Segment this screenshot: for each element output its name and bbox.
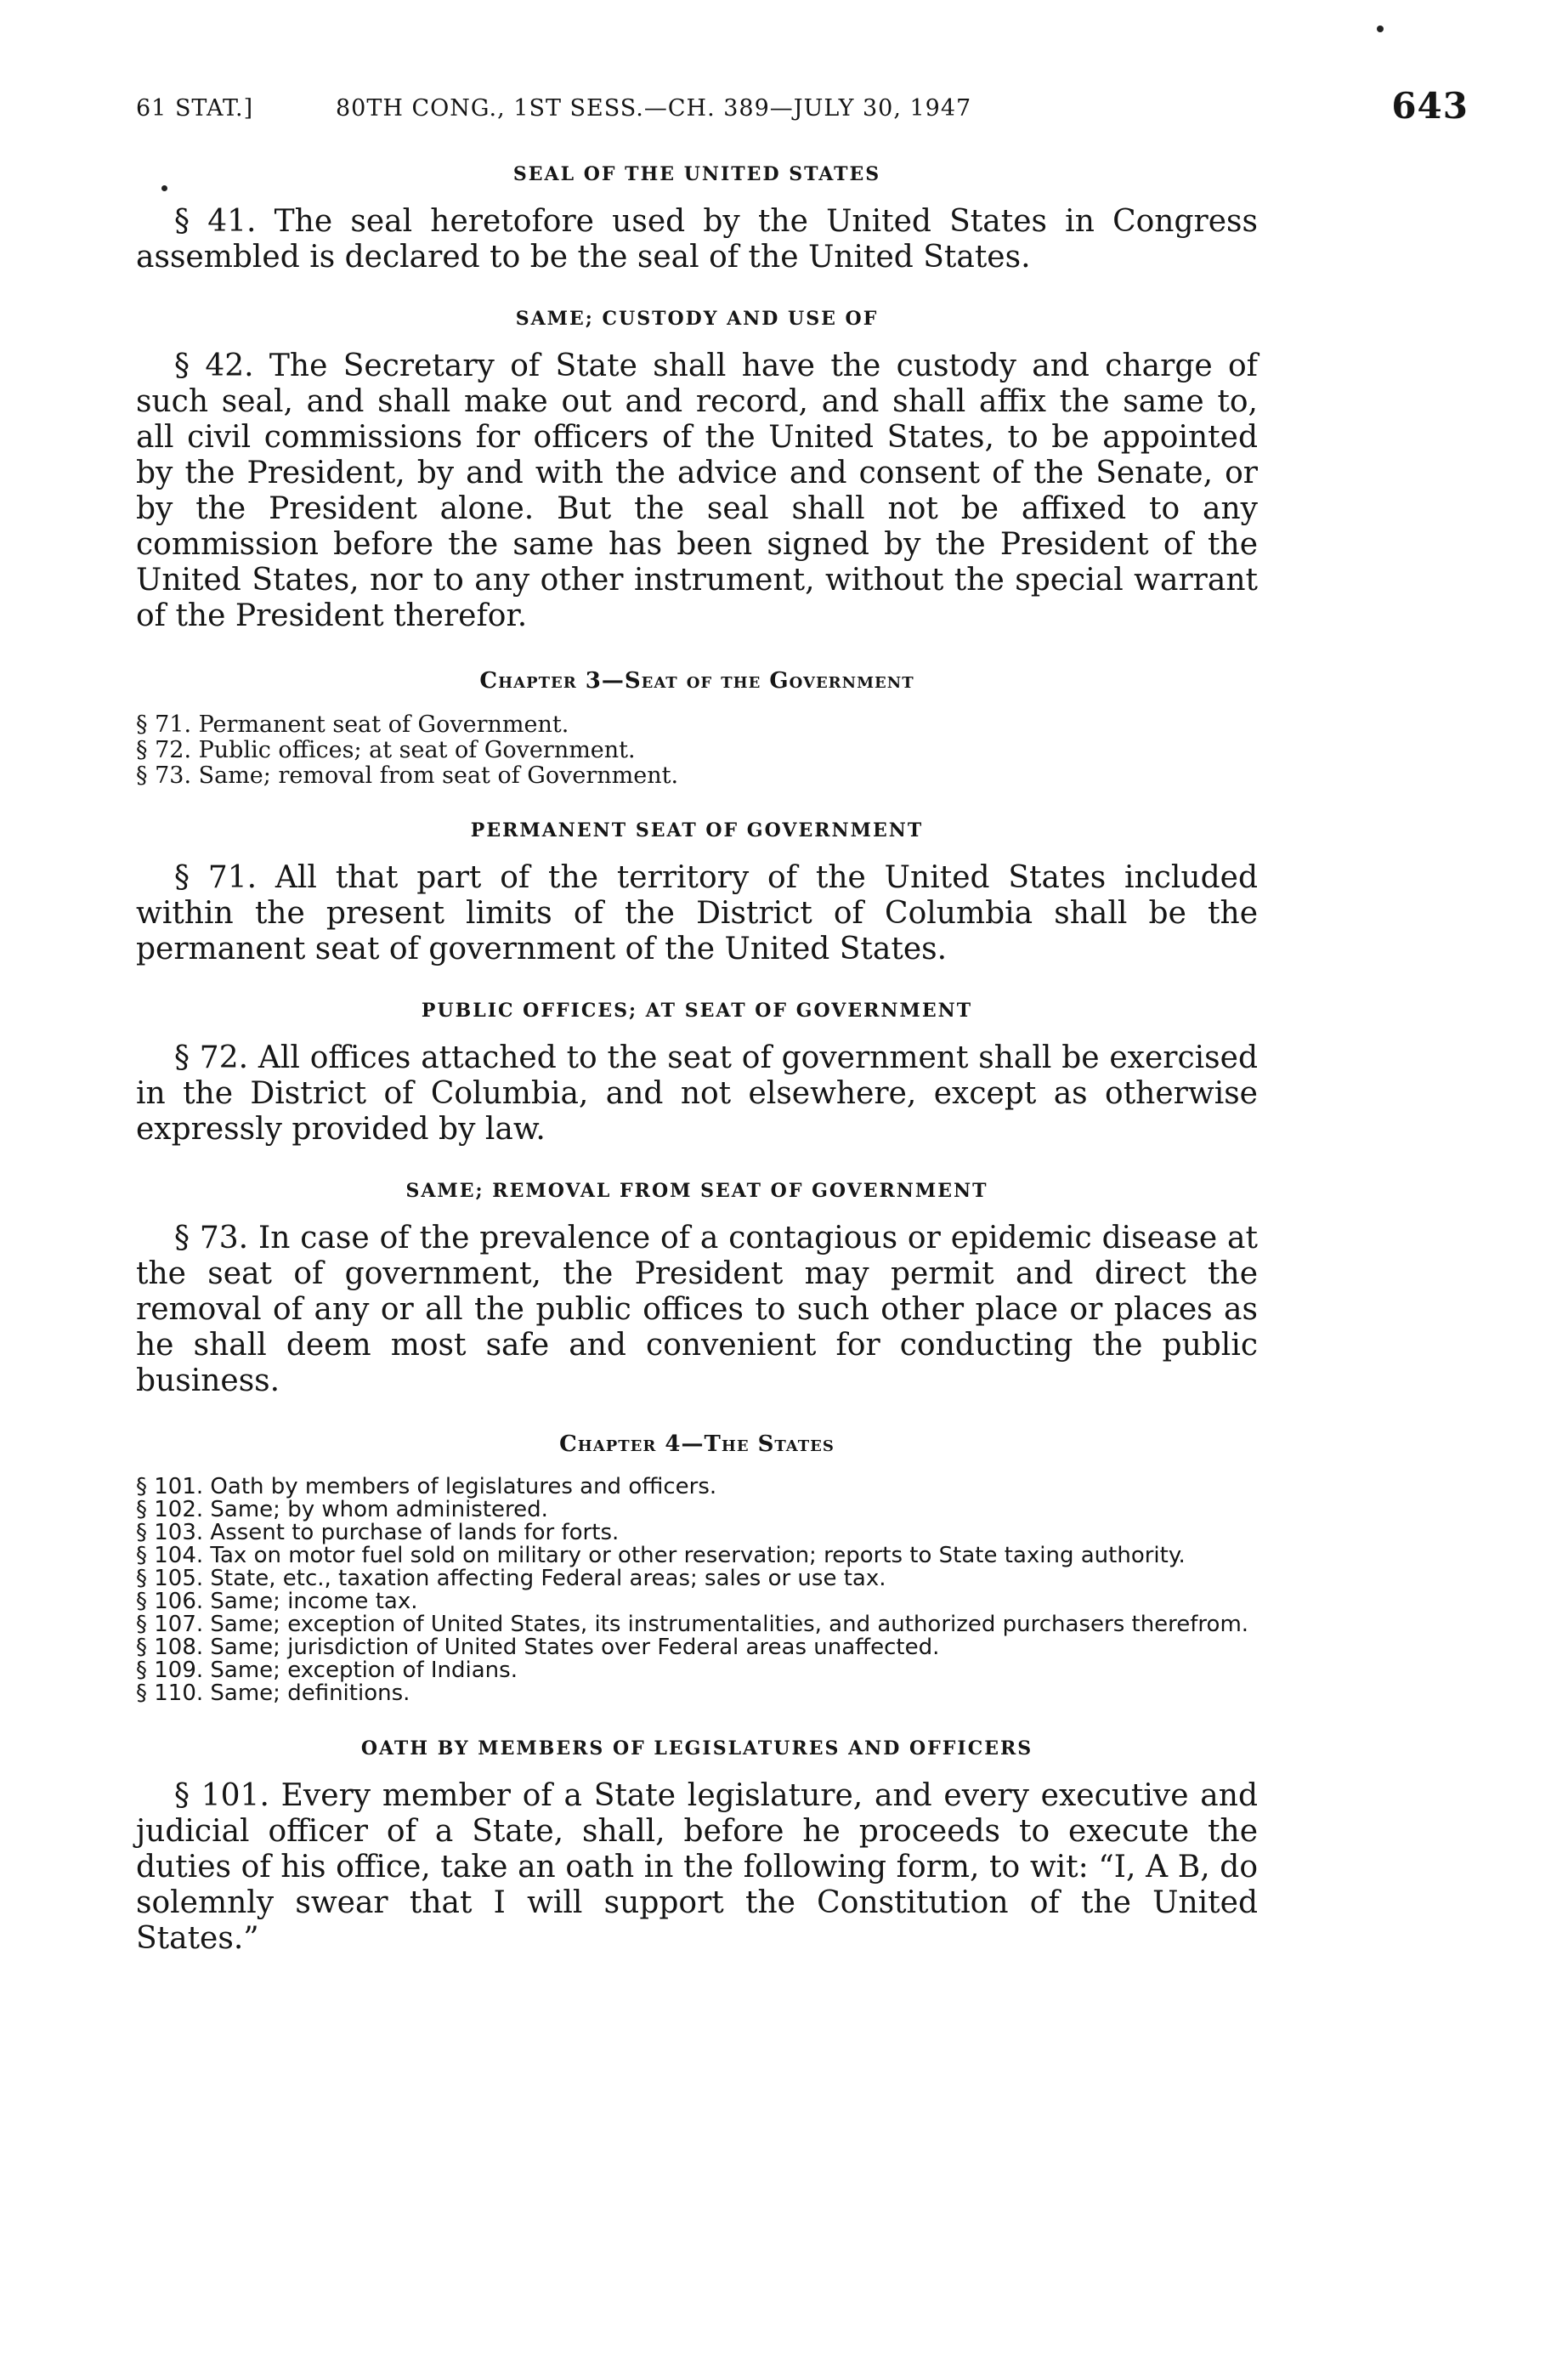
- statute-volume: 61 STAT.]: [136, 95, 254, 122]
- toc-entry: § 103. Assent to purchase of lands for forts.: [136, 1520, 620, 1545]
- toc-entry: § 106. Same; income tax.: [136, 1589, 418, 1614]
- section-72-text: § 72. All offices attached to the seat of government shall be exercised in the District of Columbia, and not elsewhere, except as otherwise expressly provided by law.: [136, 1040, 1258, 1147]
- chapter-4-heading: Chapter 4—The States: [559, 1431, 835, 1457]
- toc-entry: § 71. Permanent seat of Government.: [136, 711, 569, 738]
- toc-entry: § 105. State, etc., taxation affecting Federal areas; sales or use tax.: [136, 1566, 886, 1591]
- statute-page: [136, 85, 1469, 1957]
- section-101-heading: OATH BY MEMBERS OF LEGISLATURES AND OFFICERS: [360, 1737, 1033, 1760]
- section-41-heading: SEAL OF THE UNITED STATES: [512, 163, 881, 185]
- section-101-text: § 101. Every member of a State legislature, and every executive and judicial officer of a State, shall, before he proceeds to execute the duties of his office, take an oath in the following form, to wit: “I, A B, do solemnly swear that I will support the Constitution of the United States.”: [136, 1778, 1258, 1956]
- toc-entry: § 108. Same; jurisdiction of United States over Federal areas unaffected.: [136, 1635, 940, 1660]
- running-head: [136, 85, 1469, 136]
- page-number: 643: [1391, 85, 1469, 127]
- section-71-heading: PERMANENT SEAT OF GOVERNMENT: [470, 819, 924, 842]
- toc-entry: § 73. Same; removal from seat of Government.: [136, 762, 679, 789]
- toc-entry: § 109. Same; exception of Indians.: [136, 1658, 518, 1683]
- chapter-4-contents: [136, 1476, 1258, 1705]
- section-72-heading: PUBLIC OFFICES; AT SEAT OF GOVERNMENT: [421, 1000, 973, 1022]
- toc-entry: § 102. Same; by whom administered.: [136, 1497, 548, 1522]
- chapter-3-contents: [136, 712, 1258, 789]
- toc-entry: § 101. Oath by members of legislatures and officers.: [136, 1474, 717, 1499]
- session-info: 80TH CONG., 1ST SESS.—CH. 389—JULY 30, 1947: [336, 95, 972, 122]
- section-42-text: § 42. The Secretary of State shall have the custody and charge of such seal, and shall make out and record, and shall affix the same to, all civil commissions for officers of the United States, to be appointed by the President, by and with the advice and consent of the Senate, or by the President alone. But the seal shall not be affixed to any commission before the same has been signed by the President of the United States, nor to any other instrument, without the special warrant of the President therefor.: [136, 349, 1258, 633]
- toc-entry: § 110. Same; definitions.: [136, 1680, 410, 1706]
- page-speck: [1377, 26, 1384, 32]
- section-42-heading: SAME; CUSTODY AND USE OF: [515, 308, 879, 330]
- chapter-3-heading: Chapter 3—Seat of the Government: [479, 668, 914, 694]
- section-73-text: § 73. In case of the prevalence of a contagious or epidemic disease at the seat of government, the President may permit and direct the removal of any or all the public offices to such other place or places as he shall deem most safe and convenient for conducting the public business.: [136, 1221, 1258, 1398]
- toc-entry: § 104. Tax on motor fuel sold on military or other reservation; reports to State taxing authority.: [136, 1543, 1186, 1568]
- section-71-text: § 71. All that part of the territory of the United States included within the present limits of the District of Columbia shall be the permanent seat of government of the United States.: [136, 860, 1258, 966]
- toc-entry: § 107. Same; exception of United States, its instrumentalities, and authorized purchasers therefrom.: [136, 1612, 1249, 1637]
- section-41-text: § 41. The seal heretofore used by the United States in Congress assembled is declared to be the seal of the United States.: [136, 204, 1258, 275]
- toc-entry: § 72. Public offices; at seat of Government.: [136, 737, 636, 763]
- section-73-heading: SAME; REMOVAL FROM SEAT OF GOVERNMENT: [405, 1180, 988, 1202]
